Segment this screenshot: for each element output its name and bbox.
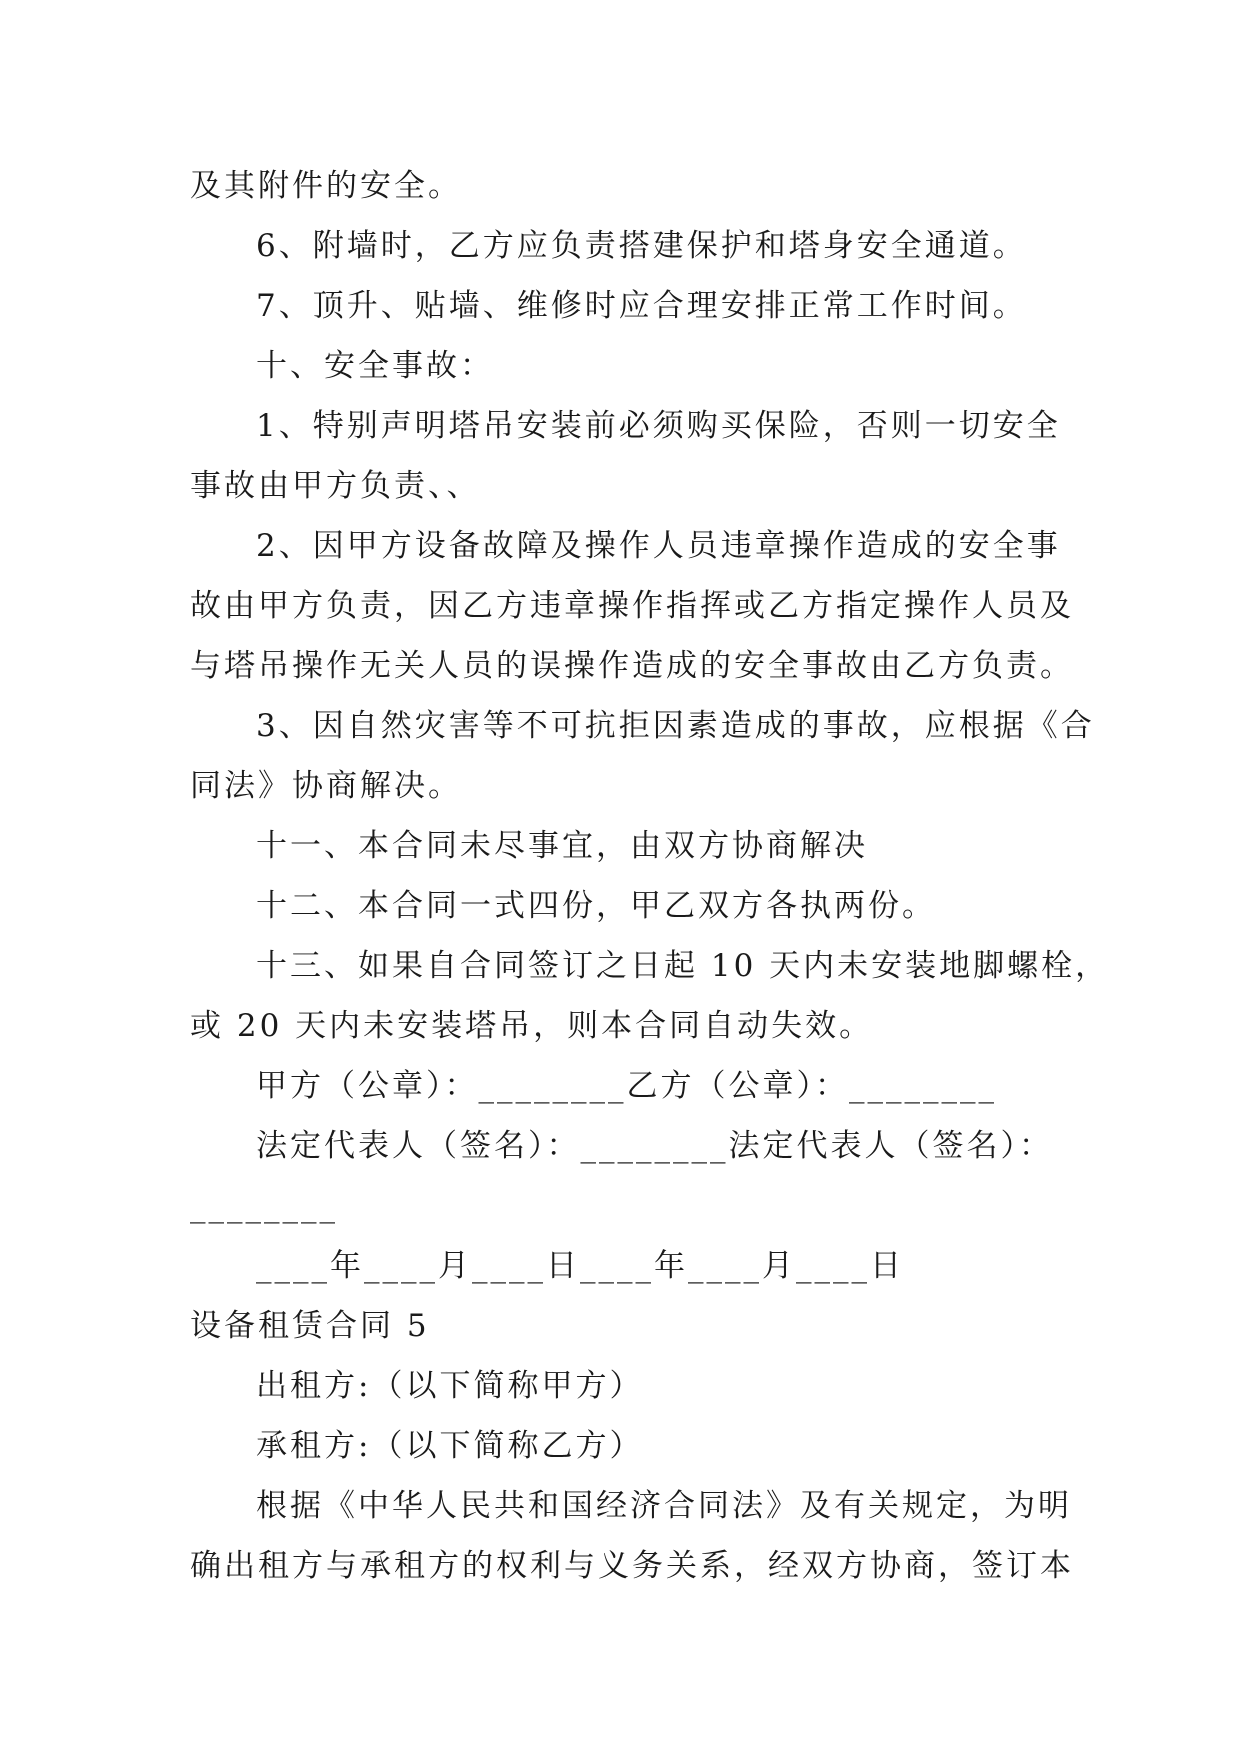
clause-line: 6、附墙时，乙方应负责搭建保护和塔身安全通道。 [256,228,1027,264]
section-heading: 十二、本合同一式四份，甲乙双方各执两份。 [256,888,936,924]
text-line: 故由甲方负责，因乙方违章操作指挥或乙方指定操作人员及 [190,588,1074,624]
text-line: 同法》协商解决。 [190,768,462,804]
party-line: 出租方:（以下简称甲方） [256,1368,644,1404]
date-line: ____年____月____日____年____月____日 [256,1248,904,1284]
clause-line: 1、特别声明塔吊安装前必须购买保险，否则一切安全 [256,408,1061,444]
clause-line: 2、因甲方设备故障及操作人员违章操作造成的安全事 [256,528,1061,564]
text-line: 确出租方与承租方的权利与义务关系，经双方协商，签订本 [190,1548,1074,1584]
clause-line: 3、因自然灾害等不可抗拒因素造成的事故，应根据《合 [256,708,1095,744]
section-heading: 十三、如果自合同签订之日起 10 天内未安装地脚螺栓， [256,948,1110,984]
signature-line: 甲方（公章）：________乙方（公章）：________ [256,1068,997,1104]
text-line: 及其附件的安全。 [190,168,462,204]
section-heading: 十、安全事故： [256,348,494,384]
section-heading: 十一、本合同未尽事宜，由双方协商解决 [256,828,868,864]
clause-line: 根据《中华人民共和国经济合同法》及有关规定，为明 [256,1488,1072,1524]
text-line: 或 20 天内未安装塔吊，则本合同自动失效。 [190,1008,874,1044]
clause-line: 7、顶升、贴墙、维修时应合理安排正常工作时间。 [256,288,1027,324]
signature-line: ________ [190,1188,338,1224]
text-line: 事故由甲方负责、、 [190,468,481,504]
text-line: 与塔吊操作无关人员的误操作造成的安全事故由乙方负责。 [190,648,1074,684]
signature-line: 法定代表人（签名）：________法定代表人（签名）： [256,1128,1053,1164]
document-title: 设备租赁合同 5 [190,1308,430,1344]
party-line: 承租方:（以下简称乙方） [256,1428,644,1464]
